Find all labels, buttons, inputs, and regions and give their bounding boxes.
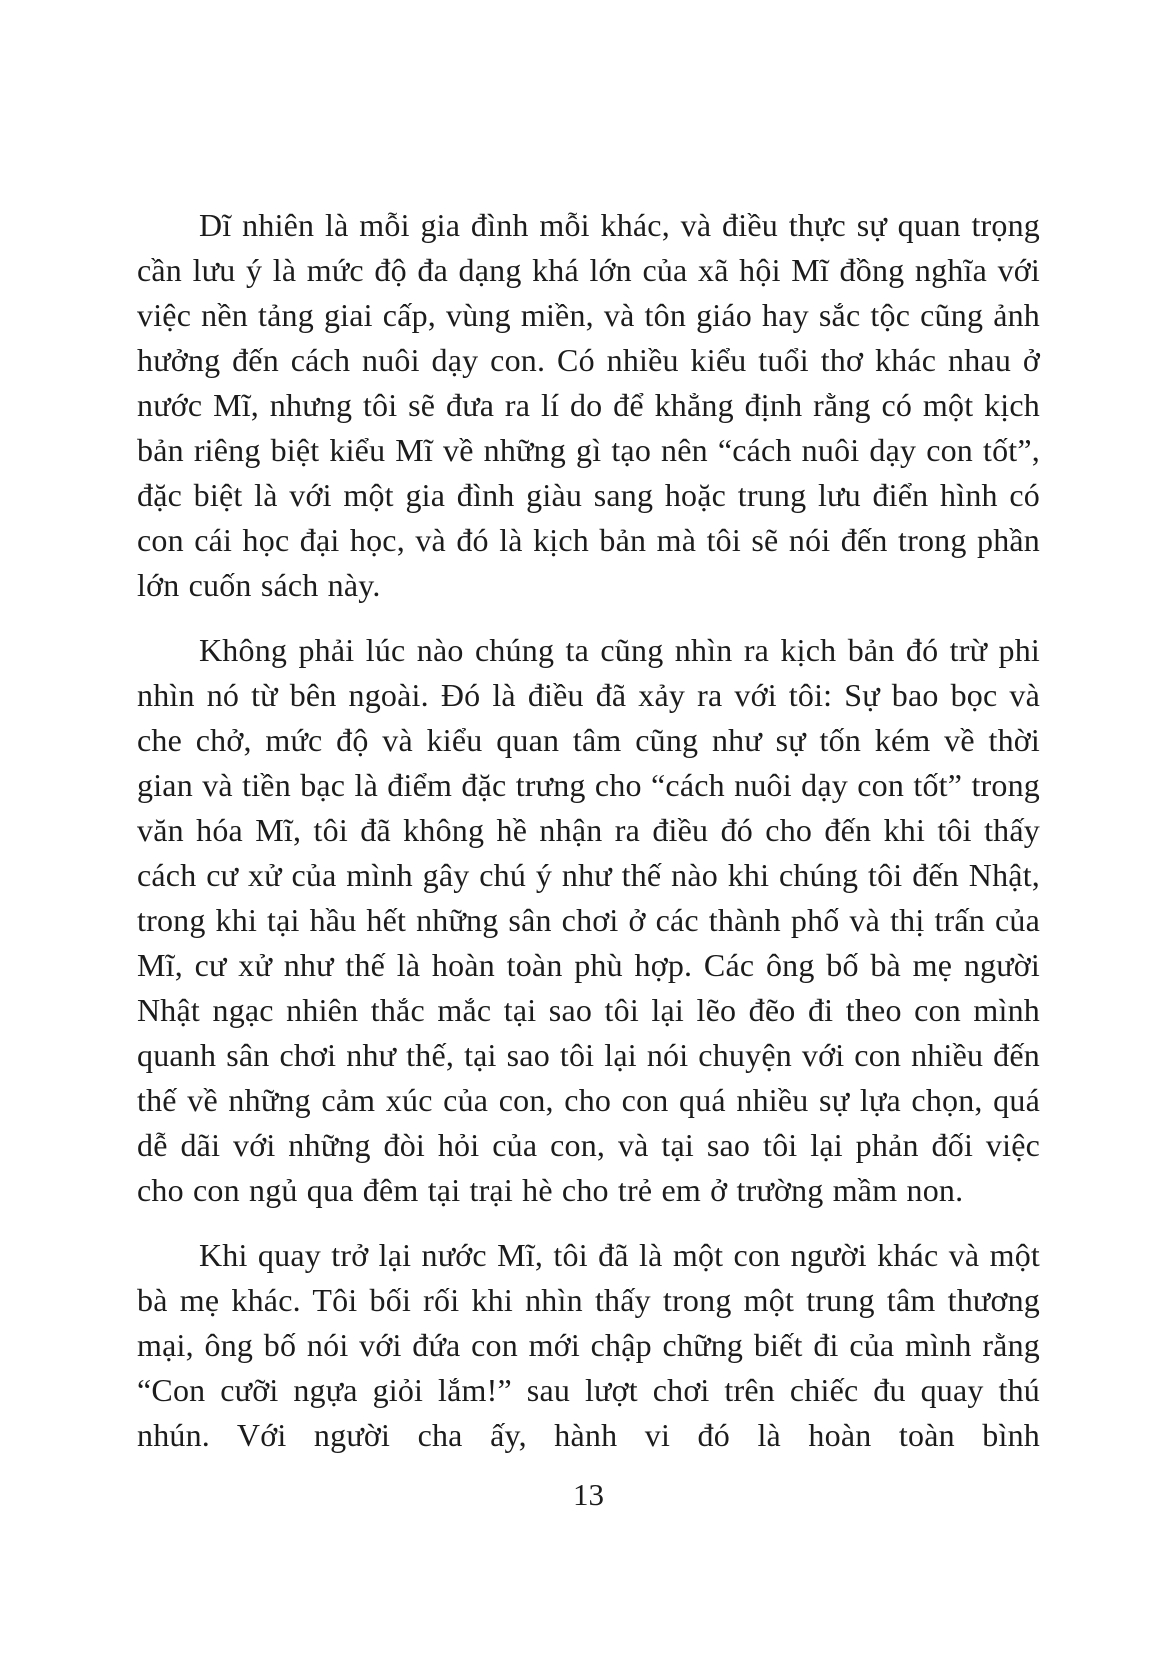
body-text (137, 203, 1040, 1458)
page-footer (137, 1472, 1040, 1517)
page-number: 13 (573, 1477, 604, 1512)
paragraph-2: Không phải lúc nào chúng ta cũng nhìn ra kịch bản đó trừ phi nhìn nó từ bên ngoài. Đó là điều đã xảy ra với tôi: Sự bao bọc và che chở, mức độ và kiểu quan tâm cũng như sự tốn kém về thời gian và tiền bạc là điểm đặc trưng cho “cách nuôi dạy con tốt” trong văn hóa Mĩ, tôi đã không hề nhận ra điều đó cho đến khi tôi thấy cách cư xử của mình gây chú ý như thế nào khi chúng tôi đến Nhật, trong khi tại hầu hết những sân chơi ở các thành phố và thị trấn của Mĩ, cư xử như thế là hoàn toàn phù hợp. Các ông bố bà mẹ người Nhật ngạc nhiên thắc mắc tại sao tôi lại lẽo đẽo đi theo con mình quanh sân chơi như thế, tại sao tôi lại nói chuyện với con nhiều đến thế về những cảm xúc của con, cho con quá nhiều sự lựa chọn, quá dễ dãi với những đòi hỏi của con, và tại sao tôi lại phản đối việc cho con ngủ qua đêm tại trại hè cho trẻ em ở trường mầm non. (137, 632, 1040, 1208)
paragraph-3: Khi quay trở lại nước Mĩ, tôi đã là một con người khác và một bà mẹ khác. Tôi bối rối khi nhìn thấy trong một trung tâm thương mại, ông bố nói với đứa con mới chập chững biết đi của mình rằng “Con cưỡi ngựa giỏi lắm!” sau lượt chơi trên chiếc đu quay thú nhún. Với người cha ấy, hành vi đó là hoàn toàn bình (137, 1237, 1040, 1453)
paragraph-1: Dĩ nhiên là mỗi gia đình mỗi khác, và điều thực sự quan trọng cần lưu ý là mức độ đa dạng khá lớn của xã hội Mĩ đồng nghĩa với việc nền tảng giai cấp, vùng miền, và tôn giáo hay sắc tộc cũng ảnh hưởng đến cách nuôi dạy con. Có nhiều kiểu tuổi thơ khác nhau ở nước Mĩ, nhưng tôi sẽ đưa ra lí do để khẳng định rằng có một kịch bản riêng biệt kiểu Mĩ về những gì tạo nên “cách nuôi dạy con tốt”, đặc biệt là với một gia đình giàu sang hoặc trung lưu điển hình có con cái học đại học, và đó là kịch bản mà tôi sẽ nói đến trong phần lớn cuốn sách này. (137, 207, 1040, 603)
